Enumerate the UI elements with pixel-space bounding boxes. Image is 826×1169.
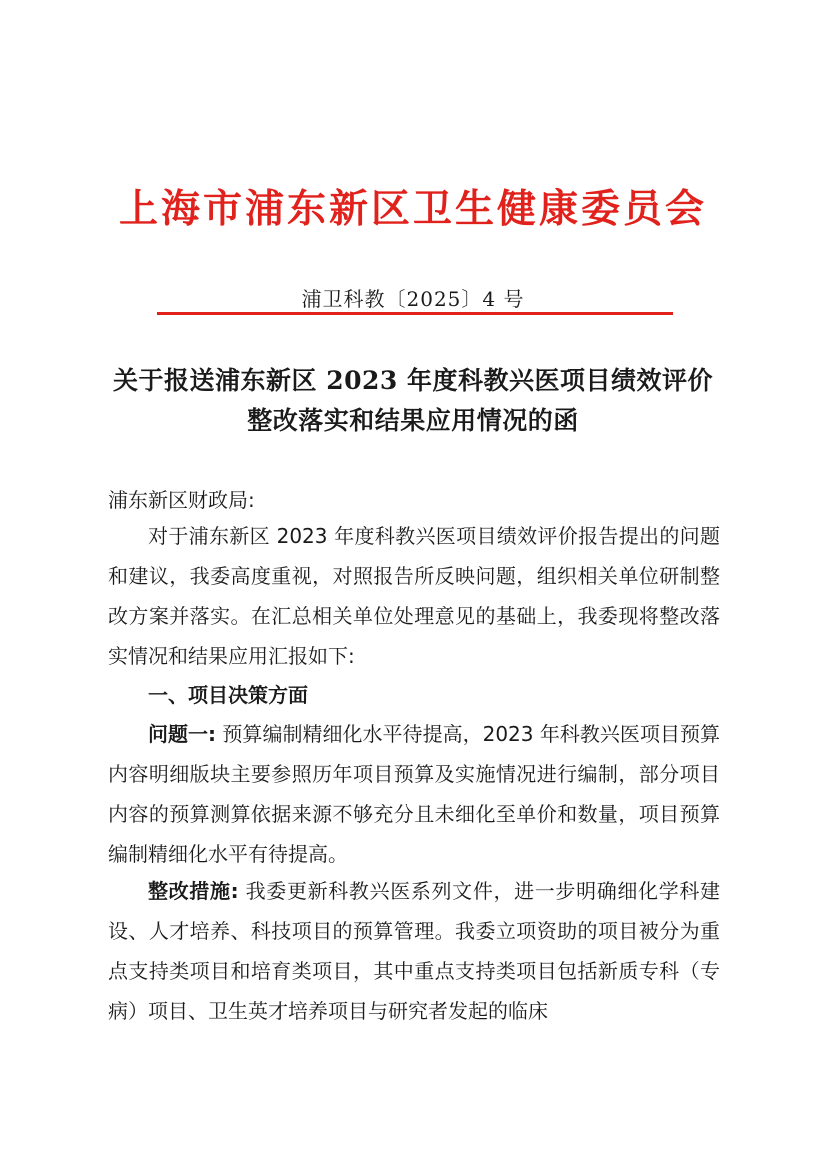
issue-1-label: 问题一: (148, 722, 217, 746)
red-divider-line (157, 312, 673, 315)
intro-paragraph: 对于浦东新区 2023 年度科教兴医项目绩效评价报告提出的问题和建议，我委高度重视，对照报告所反映问题，组织相关单位研制整改方案并落实。在汇总相关单位处理意见的基础上，我委现将整改落实情况和结果应用汇报如下: (108, 524, 720, 668)
measure-1-paragraph (108, 871, 720, 1031)
measure-1-text: 我委更新科教兴医系列文件，进一步明确细化学科建设、人才培养、科技项目的预算管理。我委立项资助的项目被分为重点支持类项目和培育类项目，其中重点支持类项目包括新质专科（专病）项目、卫生英才培养项目与研究者发起的临床 (108, 879, 721, 1023)
org-header: 上海市浦东新区卫生健康委员会 (118, 186, 707, 232)
document-number: 浦卫科教〔2025〕4 号 (301, 287, 525, 311)
salutation: 浦东新区财政局: (108, 488, 255, 512)
document-title-line-1: 关于报送浦东新区 2023 年度科教兴医项目绩效评价 (113, 366, 713, 395)
document-title-line-2: 整改落实和结果应用情况的函 (247, 406, 579, 435)
issue-1-text: 预算编制精细化水平待提高，2023 年科教兴医项目预算内容明细版块主要参照历年项目预算及实施情况进行编制，部分项目内容的预算测算依据来源不够充分且未细化至单价和数量，项目预算编制精细化水平有待提高。 (108, 722, 720, 866)
section-heading-1: 一、项目决策方面 (148, 683, 308, 707)
issue-1-paragraph (108, 714, 720, 874)
measure-1-label: 整改措施: (148, 879, 239, 903)
